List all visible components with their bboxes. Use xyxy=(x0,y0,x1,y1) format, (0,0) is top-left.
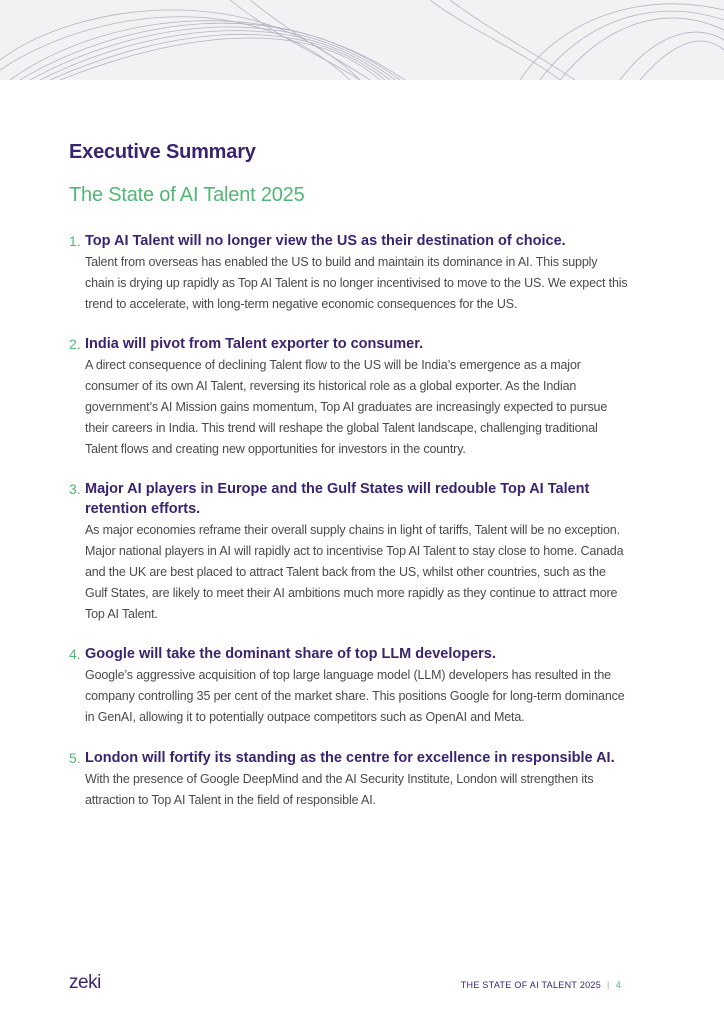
finding-item-4 xyxy=(69,644,629,727)
finding-body: Talent from overseas has enabled the US to build and maintain its dominance in AI. This supply chain is drying up rapidly as Top AI Talent is no longer incentivised to move to the US. We expect this trend to accelerate, with long-term negative economic consequences for the US. xyxy=(85,255,628,311)
finding-body: A direct consequence of declining Talent flow to the US will be India’s emergence as a major consumer of its own AI Talent, reversing its historical role as a global exporter. As the Indian government’s AI Mission gains momentum, Top AI graduates are increasingly expected to pursue their careers in India. This trend will reshape the global Talent landscape, challenging traditional Talent flows and creating new opportunities for investors in the country. xyxy=(85,358,608,456)
finding-title: Major AI players in Europe and the Gulf States will redouble Top AI Talent retention efforts. xyxy=(85,481,590,518)
finding-body: Google’s aggressive acquisition of top large language model (LLM) developers has resulted in the company controlling 35 per cent of the market share. This positions Google for long-term dominance in GenAI, allowing it to potentially outpace competitors such as OpenAI and Meta. xyxy=(85,668,625,724)
findings-list xyxy=(69,231,629,830)
finding-number: 1. xyxy=(69,233,81,249)
finding-title: Top AI Talent will no longer view the US as their destination of choice. xyxy=(85,233,566,249)
finding-title: London will fortify its standing as the centre for excellence in responsible AI. xyxy=(85,749,615,766)
finding-title: India will pivot from Talent exporter to consumer. xyxy=(85,336,424,353)
curve-pattern xyxy=(0,0,724,80)
finding-number: 2. xyxy=(69,336,81,353)
finding-item-1 xyxy=(69,231,629,314)
finding-body: With the presence of Google DeepMind and the AI Security Institute, London will strengthen its attraction to Top AI Talent in the field of responsible AI. xyxy=(85,771,594,807)
zeki-logo: zeki xyxy=(69,972,101,993)
finding-number: 5. xyxy=(69,749,81,766)
finding-number: 3. xyxy=(69,481,81,498)
report-subtitle: The State of AI Talent 2025 xyxy=(69,184,305,206)
finding-item-3 xyxy=(69,479,629,624)
page-title: Executive Summary xyxy=(69,141,256,163)
footer-report-title: THE STATE OF AI TALENT 2025 xyxy=(460,980,602,990)
decorative-banner xyxy=(0,0,724,80)
finding-number: 4. xyxy=(69,646,81,663)
finding-title: Google will take the dominant share of top LLM developers. xyxy=(85,646,496,663)
finding-item-2 xyxy=(69,334,629,459)
finding-item-5 xyxy=(69,748,629,811)
finding-body: As major economies reframe their overall supply chains in light of tariffs, Talent will be no exception. Major national players in AI will rapidly act to incentivise Top AI Talent to stay close to home. Canada and the UK are best placed to attract Talent back from the US, whilst other countries, such as the Gulf States, are likely to meet their AI ambitions much more rapidly as they continue to attract more Top AI Talent. xyxy=(85,523,624,621)
page-footer xyxy=(461,980,621,990)
footer-separator: | xyxy=(607,980,610,990)
page-number: 4 xyxy=(615,980,621,990)
